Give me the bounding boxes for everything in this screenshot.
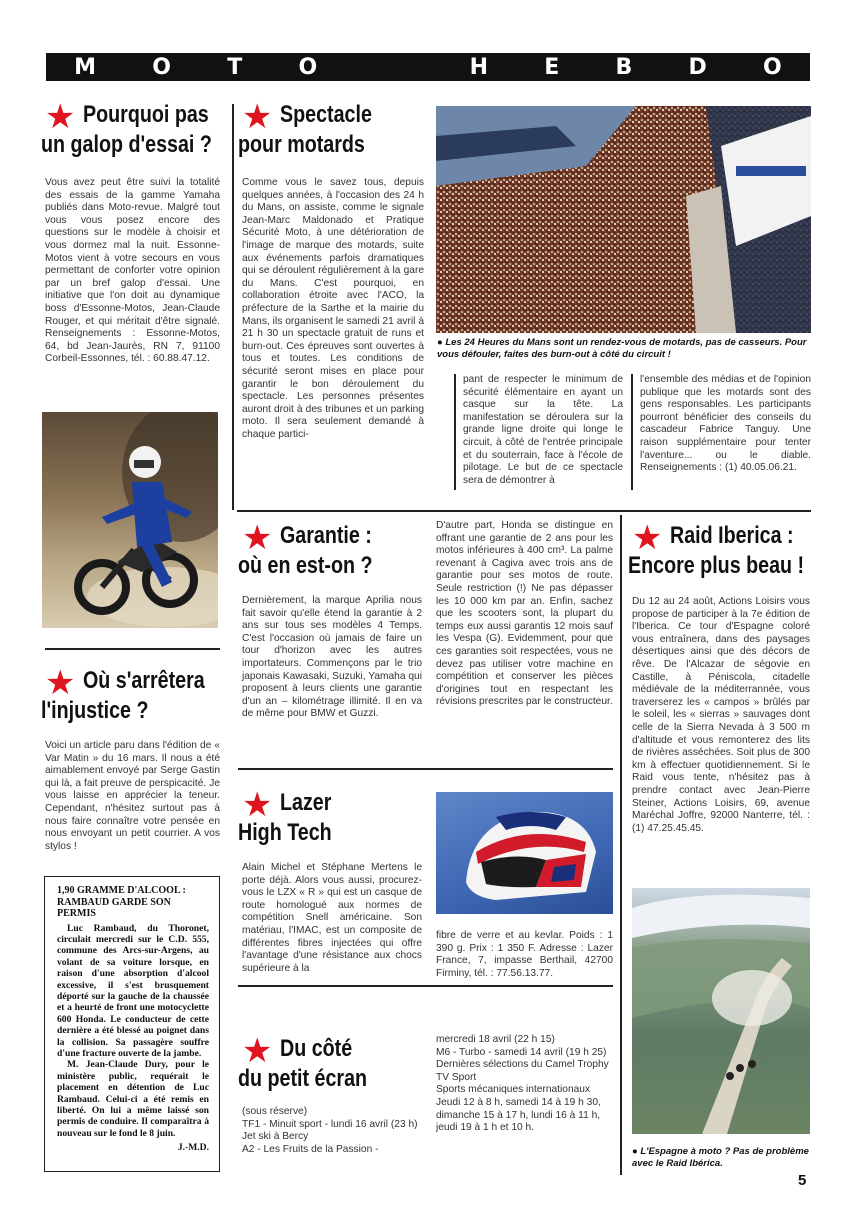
lazer-body: Alain Michel et Stéphane Mertens le porte déjà. Alors vous aussi, procurez-vous le LZX « R » qui est un casque de route homologué aux normes de compétition Snell américaine. Son matériau, l'IMAC, est un composite de différentes fibres injectées qui offre l'avantage d'une résistance aux chocs supérieure à la xyxy=(242,862,422,974)
banner-letter: D xyxy=(688,54,707,80)
article-title: un galop d'essai ? xyxy=(41,131,213,158)
le-mans-crowd-photo xyxy=(436,106,811,333)
newspaper-clipping xyxy=(44,876,220,1172)
banner-letter: O xyxy=(763,54,782,80)
article-title: où en est-on ? xyxy=(238,552,373,579)
star-icon: ★ xyxy=(242,1032,273,1070)
spectacle-body: Comme vous le savez tous, depuis quelques années, à l'occasion des 24 h du Mans, on assiste, comme le signale Jean-Marc Maldonado et Pratique Sécurité Moto, à une détérioration de l'image de marque des motards, suite aux événements parfois dramatiques qui se déroulent régulièrement à la gare du Mans. C'est pourquoi, en collaboration étroite avec l'ACO, la préfecture de la Sarthe et la mairie du Mans, ils organisent le samedi 21 avril à 21 h 30 un spectacle gratuit de runs et burn-out. Ces épreuves sont ouvertes à tous et toutes. Les conditions de sécurité seront mises en place pour garantir le bon déroulement du spectacle. Les personnes présentes auront droit à des tribunes et un parking moto. Il sera seulement demandé à chaque partici- xyxy=(242,177,424,440)
dirt-bike-rider-photo xyxy=(42,412,218,628)
star-icon: ★ xyxy=(45,664,76,702)
spectacle-body-col3: l'ensemble des médias et de l'opinion publique que les motards sont des gens responsables. Les participants pourront bénéficier des conseils du cascadeur Fabrice Tanguy. Une raison supplémentaire pour tenter l'aventure... ou le diable. Renseignements : (1) 40.05.06.21. xyxy=(640,374,811,474)
article-title: Spectacle xyxy=(280,101,373,128)
tv-listing-col2 xyxy=(436,1034,614,1135)
banner-letter: E xyxy=(544,54,560,80)
injustice-heading xyxy=(41,664,232,726)
column-divider xyxy=(631,374,633,490)
clipping-paragraph: M. Jean-Claude Dury, pour le ministère public, requérait le placement en détention de Luc Rambaud. Celui-ci a été remis en liberté. On lui a même laissé son permis de conduire. Il comparaîtra à nouveau sur le fond le 8 juin. xyxy=(57,1059,209,1139)
article-title: l'injustice ? xyxy=(41,697,149,724)
banner-letter: H xyxy=(469,54,489,80)
article-title: Raid Iberica : xyxy=(670,522,795,549)
banner-letter: O xyxy=(298,54,318,80)
clipping-signature: J.-M.D. xyxy=(177,1142,209,1154)
lazer-body-col2: fibre de verre et au kevlar. Poids : 1 390 g. Prix : 1 350 F. Adresse : Lazer France, 7, impasse Berthail, 42700 Firminy, tél. : 77.56.13.77. xyxy=(436,930,613,979)
clipping-title: 1,90 GRAMME D'ALCOOL : RAMBAUD GARDE SON PERMIS xyxy=(57,885,186,919)
injustice-body: Voici un article paru dans l'édition de « Var Matin » du 16 mars. Il nous a été aimablement envoyé par Serge Gastin qui là, a fait preuve de perspicacité. Je vous laisse en apprécier la teneur. Cependant, n'hésitez surtout pas à nous faire connaître votre pensée en nous envoyant un petit courrier. A vos stylos ! xyxy=(45,740,220,852)
star-icon: ★ xyxy=(242,98,273,136)
clipping-paragraph: Luc Rambaud, du Thoronet, circulait mercredi sur le C.D. 555, commune des Arcs-sur-Argens, au volant de sa voiture lorsque, en raison d'une absorption d'alcool excessive, il s'est brusquement déporté sur la gauche de la chaussée et a heurté de front une motocyclette 600 Honda. Le conducteur de cette dernière a été blessé au poignet dans la collision. Sa passagère souffre d'une fracture ouverte de la jambe. xyxy=(57,922,209,1059)
article-title: Du côté xyxy=(280,1035,353,1062)
helmet-photo xyxy=(436,792,613,914)
garantie-body: Dernièrement, la marque Aprilia nous fait savoir qu'elle étend la garantie à 2 ans sur tous ses modèles 4 Temps. C'est l'occasion où jamais de faire un tour d'horizon avec les autres importateurs. Commençons par le trio japonais Kawasaki, Suzuki, Yamaha qui proposent à leurs clients une garantie d'un an – kilométrage illimité. Il en va de même pour BMW et Guzzi. xyxy=(242,595,422,720)
article-title: du petit écran xyxy=(238,1065,368,1092)
le-mans-caption: ● Les 24 Heures du Mans sont un rendez-vous de motards, pas de casseurs. Pour vous défouler, faites des burn-out à côté du circuit ! xyxy=(437,337,807,360)
article-title: High Tech xyxy=(238,819,333,846)
tv-listing-line: M6 - Turbo - samedi 14 avril (19 h 25) xyxy=(436,1046,607,1058)
tv-listing-line: TF1 - Minuit sport - lundi 16 avril (23 h) xyxy=(242,1118,418,1130)
spectacle-body-col2: pant de respecter le minimum de sécurité élémentaire en ayant un casque sur la tête. La manifestation se déroulera sur la grande ligne droite qui longe le circuit, à côté de l'entrée principale et du souterrain, face à l'école de pilotage. Le but de ce spectacle sera de démontrer à xyxy=(463,374,623,486)
section-divider xyxy=(237,510,811,512)
moto-hebdo-banner xyxy=(46,53,810,81)
tv-listing-line: TV Sport xyxy=(436,1071,477,1083)
banner-letter: T xyxy=(227,54,243,80)
banner-letter: O xyxy=(152,54,171,80)
raid-caption: ● L'Espagne à moto ? Pas de problème avec le Raid Ibérica. xyxy=(632,1146,809,1169)
article-title: Pourquoi pas xyxy=(83,101,210,128)
banner-letter: B xyxy=(615,54,633,80)
star-icon: ★ xyxy=(632,519,663,557)
garantie-body-col2: D'autre part, Honda se distingue en offrant une garantie de 2 ans pour les motos inférieures à 400 cm³. La palme revenant à Cagiva avec trois ans de garantie pour ses motos de route. Seule restriction (!) Ne pas dépasser les 10 000 km par an. Enfin, sachez que les scooters sont, la plupart du temps eux aussi garantis 12 mois sauf les Vespa (G). Evidemment, pour que ces garanties soit respectées, vous ne devez pas utiliser votre machine en compétition et conserver les pièces d'origines tout en respectant les révisions prescrites par le constructeur. xyxy=(436,520,613,708)
star-icon: ★ xyxy=(242,786,273,824)
garantie-heading xyxy=(238,519,402,581)
page-number: 5 xyxy=(798,1172,807,1189)
column-divider xyxy=(454,374,456,490)
tv-listing-line: mercredi 18 avril (22 h 15) xyxy=(436,1034,555,1045)
banner-letter: M xyxy=(74,54,97,80)
raid-desert-photo xyxy=(632,888,810,1134)
star-icon: ★ xyxy=(45,98,76,136)
tv-listing-line: Dernières sélections du Camel Trophy xyxy=(436,1059,609,1071)
column-divider xyxy=(232,104,234,510)
column-divider xyxy=(620,515,622,1175)
article-title: Où s'arrêtera xyxy=(83,667,206,694)
tv-listing-line: (sous réserve) xyxy=(242,1106,308,1117)
lazer-heading xyxy=(238,786,353,848)
section-divider xyxy=(238,985,613,987)
section-divider xyxy=(238,768,613,770)
article-title: Lazer xyxy=(280,789,332,816)
galop-heading xyxy=(41,98,250,160)
raid-heading xyxy=(628,519,843,581)
spectacle-heading xyxy=(238,98,393,160)
section-divider xyxy=(45,648,220,650)
tv-listing-line: A2 - Les Fruits de la Passion - xyxy=(242,1143,379,1155)
article-title: Encore plus beau ! xyxy=(628,552,805,579)
article-title: Garantie : xyxy=(280,522,373,549)
star-icon: ★ xyxy=(242,519,273,557)
galop-body: Vous avez peut être suivi la totalité des essais de la gamme Yamaha publiés dans Moto-revue. Malgré tout vous vous posez encore des questions sur le modèle à choisir et vous dormez mal la nuit. Essonne-Motos vient à votre secours en vous permettant de conforter votre opinion par un bref galop d'essai. Une initiative que l'on doit au dynamique boss d'Essonne-Motos, Jean-Claude Rouger, et qui méritait d'être signalé. Renseignements : Essonne-Motos, 64, bd Jean-Jaurès, RN 7, 91100 Corbeil-Essonnes, tél. : 60.88.47.12. xyxy=(45,177,220,365)
tv-listing-col1 xyxy=(242,1106,422,1156)
ecran-heading xyxy=(238,1032,396,1094)
article-title: pour motards xyxy=(238,131,366,158)
tv-listing-line: Sports mécaniques internationaux Jeudi 12 à 8 h, samedi 14 à 19 h 30, dimanche 15 à 17 h, lundi 16 à 11 h, jeudi 19 à 1 h et 10 h. xyxy=(436,1084,601,1134)
tv-listing-line: Jet ski à Bercy xyxy=(242,1131,309,1143)
raid-body: Du 12 au 24 août, Actions Loisirs vous propose de participer à la 7e édition de l'Iberica. Ce tour d'Espagne coloré vous entraînera, dans des paysages désertiques ainsi que des décors de rêve. De l'Alcazar de ségovie en Castille, à Péniscola, citadelle médiévale de la méditerrannée, vous traverserez les « campos » brûlés par le soleil, les « sierras » sauvages dont celle de la Sierra Nevada à 3 500 m d'altitude et vous remonterez des lits de rivières asséchées. Soit plus de 300 km à effectuer quotidiennement. Si le Raid vous tente, n'hésitez pas à prendre contact avec Jean-Pierre Steiner, Actions Loisirs, 69, avenue Maréchal Joffre, 92000 Nanterre, tél. : (1) 47.25.45.45. xyxy=(632,596,810,834)
